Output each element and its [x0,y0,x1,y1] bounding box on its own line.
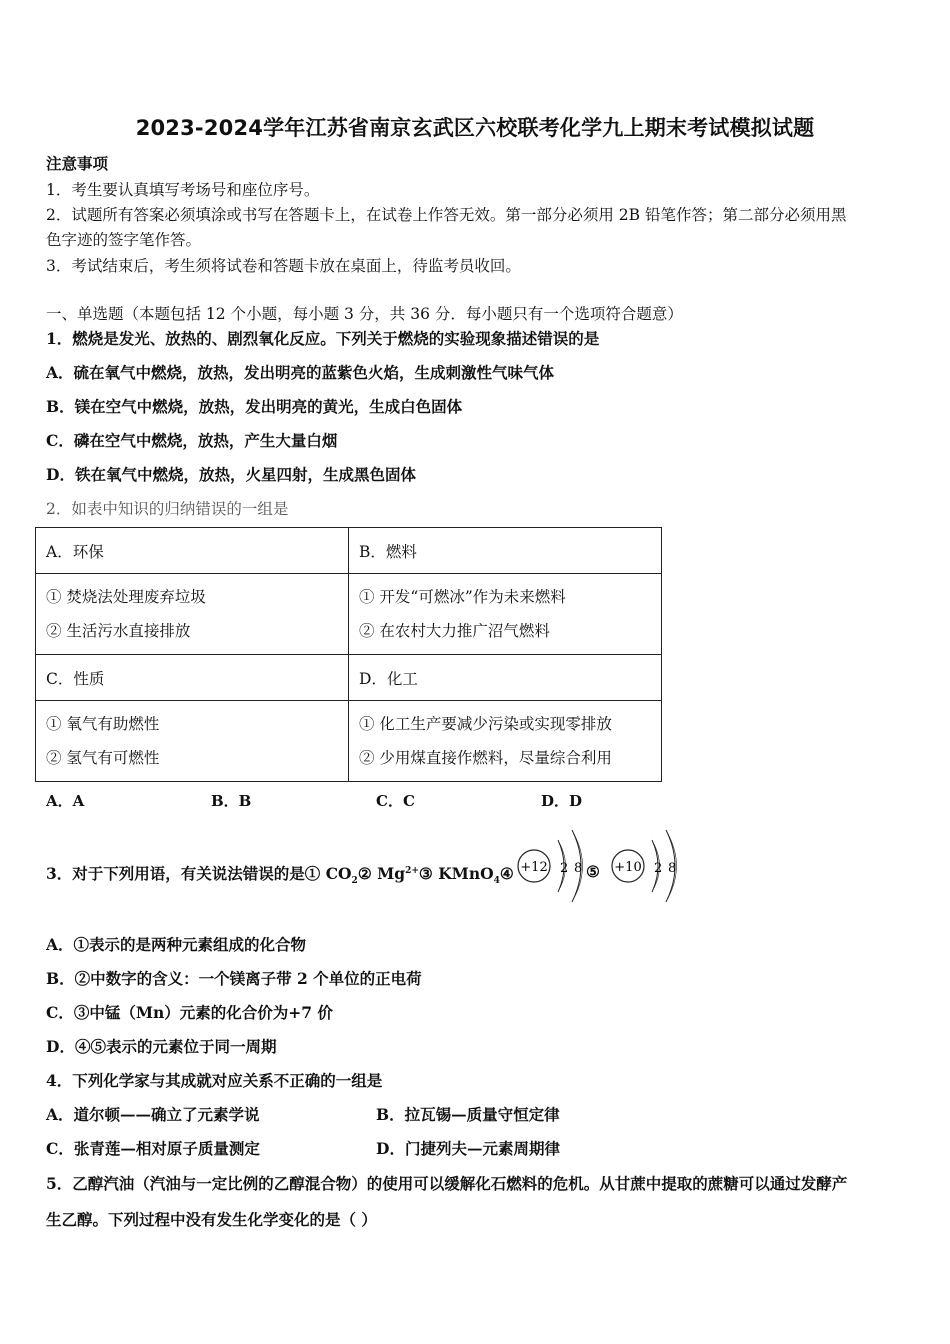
q2-choice-a: A．A [46,792,85,810]
q2-choice-c: C．C [376,792,415,810]
atom4-nucleus-charge: +12 [520,860,548,875]
notice-heading: 注意事项 [46,154,109,173]
table-cell-a-2: ② 生活污水直接排放 [46,622,191,640]
q5-stem-cont: 生乙醇。下列过程中没有发生化学变化的是（ ） [46,1210,377,1229]
q4-option-c: C．张青莲—相对原子质量测定 [46,1139,260,1158]
table-cell-header-a: A．环保 [36,528,349,574]
page-title: 2023-2024学年江苏省南京玄武区六校联考化学九上期末考试模拟试题 [135,116,815,140]
notice-item-2: 2．试题所有答案必须填涂或书写在答题卡上，在试卷上作答无效。第一部分必须用 2B 铅笔作答；第二部分必须用黑 [46,206,847,224]
table-cell-b [349,574,662,655]
q2-choice-d: D．D [541,792,583,810]
q3-item-2: ② Mg [357,864,406,883]
q1-option-d: D．铁在氧气中燃烧，放热，火星四射，生成黑色固体 [46,465,416,484]
q3-option-b: B．②中数字的含义：一个镁离子带 2 个单位的正电荷 [46,969,422,988]
table-cell-a-1: ① 焚烧法处理废弃垃圾 [46,588,206,606]
atom5-shell-1-electrons: 2 [654,861,663,876]
table-cell-d [349,701,662,782]
section-heading: 一、单选题（本题包括 12 个小题，每小题 3 分，共 36 分．每小题只有一个选项符合题意） [46,305,683,323]
table-cell-d-1: ① 化工生产要减少污染或实现零排放 [359,715,612,733]
table-cell-b-1: ① 开发“可燃冰”作为未来燃料 [359,588,566,606]
q3-option-a: A．①表示的是两种元素组成的化合物 [46,935,307,954]
atom-structure-diagram-4 [514,826,586,908]
q3-option-c: C．③中锰（Mn）元素的化合价为+7 价 [46,1003,333,1022]
knowledge-table [35,527,662,782]
table-cell-c [36,701,349,782]
q3-option-d: D．④⑤表示的元素位于同一周期 [46,1037,277,1056]
q2-choice-b: B．B [211,792,252,810]
q3-item-2-superscript: 2+ [405,865,419,876]
q4-option-b: B．拉瓦锡—质量守恒定律 [376,1105,560,1124]
table-cell-d-2: ② 少用煤直接作燃料，尽量综合利用 [359,749,612,767]
table-cell-header-b: B．燃料 [349,528,662,574]
atom5-nucleus-charge: +10 [614,860,642,875]
notice-item-2-cont: 色字迹的签字笔作答。 [46,231,202,249]
q4-stem: 4．下列化学家与其成就对应关系不正确的一组是 [46,1071,383,1090]
atom5-shell-2-electrons: 8 [668,861,677,876]
q5-stem: 5．乙醇汽油（汽油与一定比例的乙醇混合物）的使用可以缓解化石燃料的危机。从甘蔗中提取的蔗糖可以通过发酵产 [46,1174,848,1193]
q4-option-a: A．道尔顿——确立了元素学说 [46,1105,260,1124]
q3-prefix: 3．对于下列用语，有关说法错误的是 [46,864,305,883]
table-cell-c-1: ① 氧气有助燃性 [46,715,160,733]
q4-option-d: D．门捷列夫—元素周期律 [376,1139,560,1158]
q1-option-c: C．磷在空气中燃烧，放热，产生大量白烟 [46,431,338,450]
q1-option-a: A．硫在氧气中燃烧，放热，发出明亮的蓝紫色火焰，生成刺激性气味气体 [46,363,555,382]
table-cell-header-d: D．化工 [349,655,662,701]
atom4-shell-1-electrons: 2 [560,861,569,876]
q1-option-b: B．镁在空气中燃烧，放热，发出明亮的黄光，生成白色固体 [46,397,463,416]
table-cell-a [36,574,349,655]
notice-item-3: 3．考试结束后，考生须将试卷和答题卡放在桌面上，待监考员收回。 [46,257,521,275]
q3-item-1-subscript: 2 [351,876,358,887]
q1-stem: 1．燃烧是发光、放热的、剧烈氧化反应。下列关于燃烧的实验现象描述错误的是 [46,329,600,348]
q3-item-3: ③ KMnO [418,864,494,883]
q3-item-4: ④ [499,864,514,883]
atom-structure-diagram-5 [608,826,680,908]
q3-item-1: ① CO [304,864,352,883]
table-cell-b-2: ② 在农村大力推广沼气燃料 [359,622,550,640]
q3-stem [46,862,514,886]
atom4-shell-2-electrons: 8 [574,861,583,876]
notice-item-1: 1．考生要认真填写考场号和座位序号。 [46,181,320,199]
q2-stem: 2．如表中知识的归纳错误的一组是 [46,500,289,518]
table-cell-header-c: C．性质 [36,655,349,701]
q3-item-5: ⑤ [586,862,600,881]
q3-item-3-subscript: 4 [493,876,500,887]
table-cell-c-2: ② 氢气有可燃性 [46,749,160,767]
